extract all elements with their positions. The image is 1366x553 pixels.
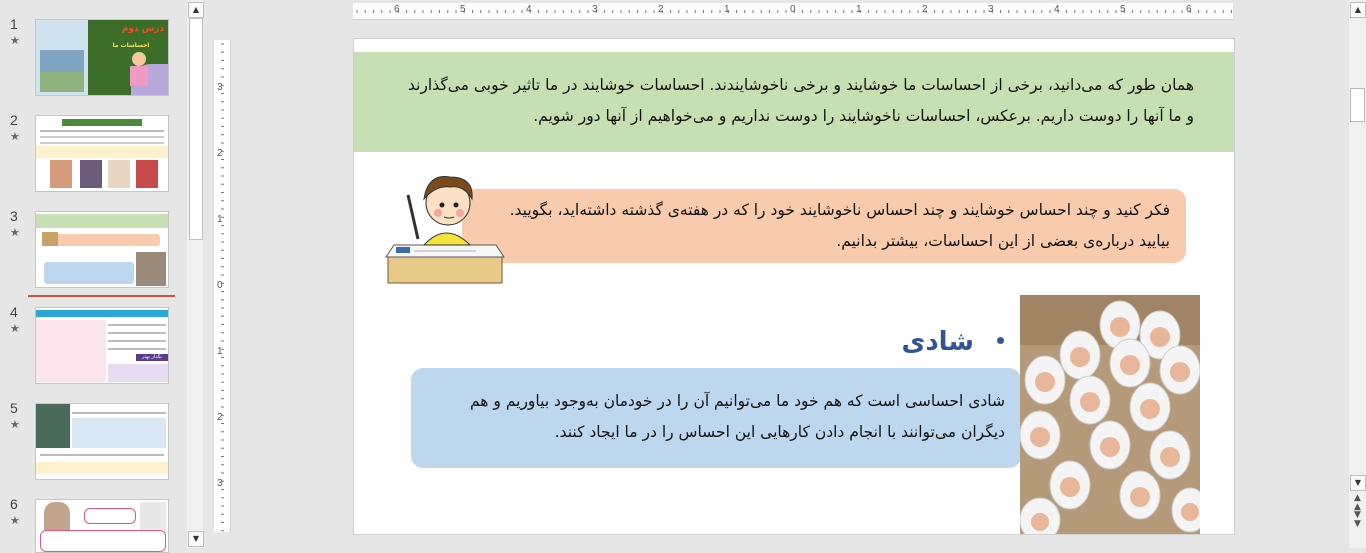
ruler-label: 6	[1186, 4, 1192, 15]
bullet-icon	[997, 337, 1004, 344]
section-title: شادی	[901, 327, 974, 357]
slide-number: 3	[10, 208, 18, 224]
ruler-label: 2	[922, 4, 928, 15]
slide-scrollbar[interactable]	[1349, 0, 1366, 548]
intro-banner[interactable]	[354, 52, 1234, 152]
previous-slide-icon[interactable]: ▲ ▲	[1354, 493, 1361, 512]
slide-thumbnail-1[interactable]	[35, 19, 169, 96]
slide-thumbnail-5[interactable]	[35, 403, 169, 480]
prompt-box[interactable]	[462, 189, 1186, 263]
ruler-label: 2	[217, 412, 223, 423]
slide-scroll-thumb[interactable]	[1350, 88, 1365, 122]
ruler-label: 3	[217, 478, 223, 489]
slide-thumbnail-6[interactable]	[35, 499, 169, 553]
ruler-label: 4	[526, 4, 532, 15]
slide-number: 2	[10, 112, 18, 128]
slide-thumbnail-2[interactable]	[35, 115, 169, 192]
thinking-student-illustration	[384, 171, 506, 285]
thumb-subtitle: احساسات ما	[112, 42, 150, 49]
thumbnail-scroll-thumb[interactable]	[189, 18, 203, 240]
next-slide-icon[interactable]: ▼ ▼	[1354, 510, 1361, 529]
ruler-label: 6	[394, 4, 400, 15]
slide-thumbnail-3[interactable]	[35, 211, 169, 288]
scroll-up-icon[interactable]: ▲	[188, 2, 204, 18]
slide-thumbnail-4[interactable]	[35, 307, 169, 384]
definition-text: شادی احساسی است که هم خود ما می‌توانیم آن را در خودمان به‌وجود بیاوریم و هم دیگران می‌توانند با انجام دادن کارهایی این احساس را در ما ایجاد کنند.	[469, 392, 1005, 441]
ruler-label: 3	[217, 82, 223, 93]
scroll-up-icon[interactable]: ▲	[1350, 2, 1366, 18]
slide-number: 6	[10, 496, 18, 512]
ruler-label: 0	[790, 4, 796, 15]
slide-canvas[interactable]	[353, 38, 1235, 535]
ruler-label: 0	[217, 280, 223, 291]
animation-star-icon: ★	[10, 226, 20, 239]
ruler-label: 5	[1120, 4, 1126, 15]
slide-number: 1	[10, 16, 18, 32]
scroll-down-icon[interactable]: ▼	[188, 531, 204, 547]
ruler-label: 1	[217, 346, 223, 357]
ruler-label: 1	[724, 4, 730, 15]
slide-number: 5	[10, 400, 18, 416]
scroll-down-icon[interactable]: ▼	[1350, 475, 1366, 491]
ruler-label: 1	[217, 214, 223, 225]
ruler-label: 2	[658, 4, 664, 15]
ruler-label: 5	[460, 4, 466, 15]
definition-box[interactable]	[411, 368, 1021, 468]
thumb-badge: بگذار بهتر	[136, 354, 168, 361]
animation-star-icon: ★	[10, 418, 20, 431]
thumb-title: درس دوم	[121, 24, 164, 34]
slide-number: 4	[10, 304, 18, 320]
insertion-marker	[28, 295, 175, 297]
vertical-ruler[interactable]	[214, 40, 231, 532]
ruler-label: 2	[217, 148, 223, 159]
ruler-label: 1	[856, 4, 862, 15]
animation-star-icon: ★	[10, 130, 20, 143]
intro-text: همان طور که می‌دانید، برخی از احساسات ما خوشایند و برخی ناخوشایندند. احساسات خوشایند در ما تاثیر خوبی می‌گذارند و ما آنها را دوست داریم. برعکس، احساسات ناخوشایند را دوست نداریم و می‌خواهیم از آنها دور شویم.	[407, 76, 1194, 125]
animation-star-icon: ★	[10, 514, 20, 527]
happy-girls-photo	[1020, 295, 1200, 535]
prompt-text: فکر کنید و چند احساس خوشایند و چند احساس ناخوشایند خود را که در هفته‌ی گذشته داشته‌اید، بگویید. بیایید درباره‌ی بعضی از این احساسات، بیشتر بدانیم.	[509, 201, 1170, 250]
animation-star-icon: ★	[10, 322, 20, 335]
slide-thumbnail-pane	[0, 0, 203, 548]
ruler-label: 3	[592, 4, 598, 15]
animation-star-icon: ★	[10, 34, 20, 47]
ruler-label: 3	[988, 4, 994, 15]
ruler-label: 4	[1054, 4, 1060, 15]
horizontal-ruler[interactable]	[353, 3, 1233, 20]
